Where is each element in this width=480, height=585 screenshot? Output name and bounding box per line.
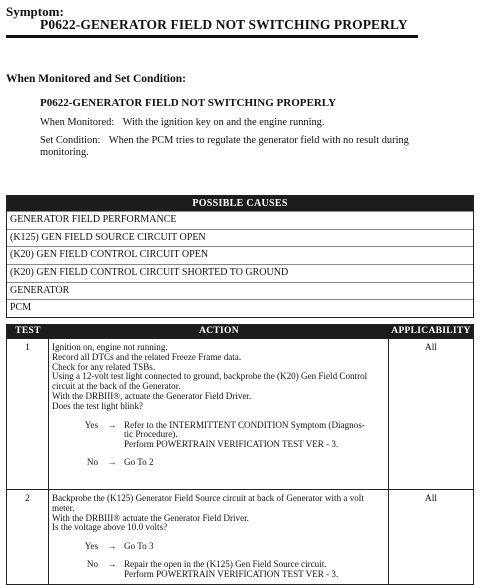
no-line: Perform POWERTRAIN VERIFICATION TEST VER - 3. xyxy=(124,568,339,579)
cause-item: (K20) GEN FIELD CONTROL CIRCUIT OPEN xyxy=(7,246,473,264)
no-label: No xyxy=(86,558,98,569)
symptom-label: Symptom: xyxy=(6,4,64,19)
no-line: Repair the open in the (K125) Gen Field Source circuit. xyxy=(124,558,327,569)
action-line: circuit at the back of the Generator. xyxy=(52,381,181,392)
yes-line: tic Procedure). xyxy=(124,429,178,440)
monitor-code-title: P0622-GENERATOR FIELD NOT SWITCHING PROPERLY xyxy=(40,97,337,109)
cause-item: (K125) GEN FIELD SOURCE CIRCUIT OPEN xyxy=(7,229,473,247)
when-monitored-label: When Monitored: xyxy=(40,117,115,128)
yes-result xyxy=(120,421,385,450)
applicability: All xyxy=(424,494,438,504)
set-condition-label: Set Condition: xyxy=(40,135,101,146)
action-line: With the DRBIII® actuate the Generator Field Driver. xyxy=(52,512,249,523)
action-line: meter. xyxy=(52,502,75,513)
possible-causes-header: POSSIBLE CAUSES xyxy=(7,196,473,211)
yes-branch xyxy=(52,421,385,450)
action-line: With the DRBIII®, actuate the Generator Field Driver. xyxy=(52,390,252,401)
set-condition-continuation: monitoring. xyxy=(40,147,89,158)
arrow-icon: → xyxy=(107,558,117,569)
yes-line: Go To 3 xyxy=(124,541,154,552)
monitor-section-title: When Monitored and Set Condition: xyxy=(6,73,186,85)
action-cell xyxy=(49,490,389,584)
action-cell xyxy=(49,339,389,489)
applicability: All xyxy=(424,343,438,353)
header-action: ACTION xyxy=(199,326,239,336)
action-line: Backprobe the (K125) Generator Field Source circuit at back of Generator with a volt xyxy=(52,493,364,503)
action-line: Does the test light blink? xyxy=(52,400,143,411)
test-number: 1 xyxy=(7,339,49,489)
test-table xyxy=(6,324,474,585)
header-applicability: APPLICABILITY xyxy=(391,326,471,336)
arrow-icon: → xyxy=(107,456,117,467)
no-result xyxy=(120,458,385,468)
table-row xyxy=(7,489,473,584)
set-condition-text: When the PCM tries to regulate the generator field with no result during xyxy=(108,135,409,146)
no-label: No xyxy=(86,456,98,467)
no-result xyxy=(120,560,385,580)
no-line: Go To 2 xyxy=(124,456,154,467)
action-line: Is the voltage above 10.0 volts? xyxy=(52,522,168,533)
no-branch xyxy=(52,458,385,468)
cause-item: (K20) GEN FIELD CONTROL CIRCUIT SHORTED TO GROUND xyxy=(7,264,473,282)
yes-label: Yes xyxy=(84,419,98,430)
set-condition-line xyxy=(40,135,409,147)
yes-label: Yes xyxy=(84,541,98,552)
table-row xyxy=(7,338,473,489)
when-monitored-text: With the ignition key on and the engine running. xyxy=(122,117,325,128)
test-number: 2 xyxy=(7,490,49,584)
test-table-header xyxy=(7,325,473,338)
yes-line: Refer to the INTERMITTENT CONDITION Symptom (Diagnos- xyxy=(124,419,365,430)
cause-item: PCM xyxy=(7,299,473,317)
yes-branch xyxy=(52,542,385,552)
yes-result xyxy=(120,542,385,552)
action-line: Using a 12-volt test light connected to ground, backprobe the (K20) Gen Field Control xyxy=(52,371,368,382)
action-line: Record all DTCs and the related Freeze Frame data. xyxy=(52,351,242,362)
yes-line: Perform POWERTRAIN VERIFICATION TEST VER - 3. xyxy=(124,439,339,450)
action-line: Ignition on, engine not running. xyxy=(52,342,168,352)
arrow-icon: → xyxy=(107,419,117,430)
header-rule xyxy=(6,35,418,38)
possible-causes-box xyxy=(6,195,474,318)
cause-item: GENERATOR xyxy=(7,282,473,300)
header-test: TEST xyxy=(15,326,41,336)
arrow-icon: → xyxy=(107,541,117,552)
no-branch xyxy=(52,560,385,580)
cause-item: GENERATOR FIELD PERFORMANCE xyxy=(7,211,473,229)
action-line: Check for any related TSBs. xyxy=(52,361,156,372)
symptom-title: P0622-GENERATOR FIELD NOT SWITCHING PROPERLY xyxy=(40,17,408,32)
when-monitored-line xyxy=(40,117,324,129)
